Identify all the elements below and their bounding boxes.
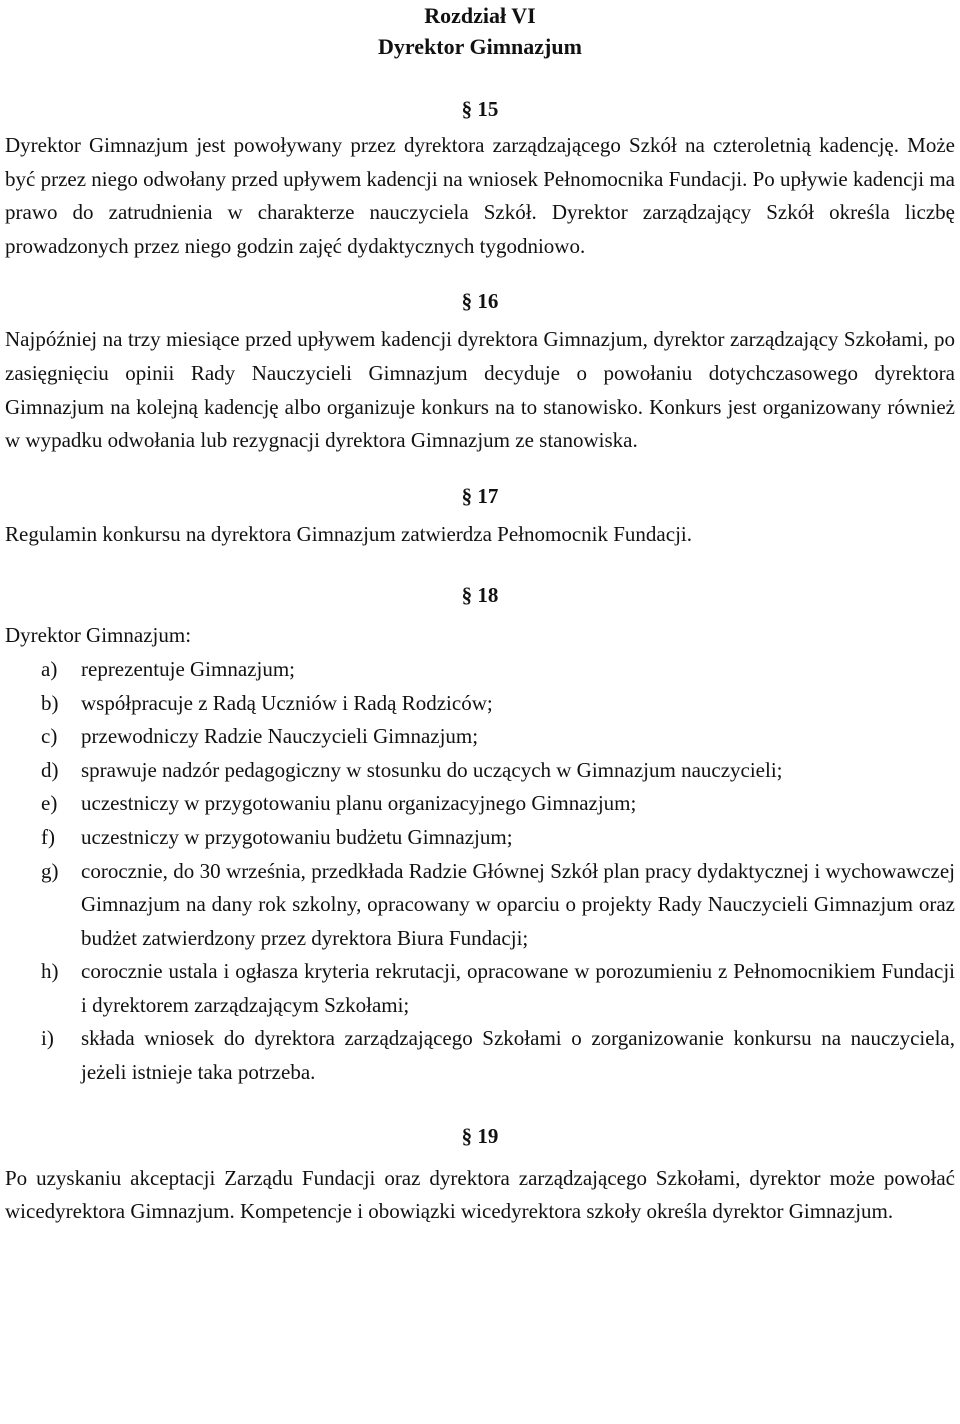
list-item [5, 653, 955, 687]
section-heading-17: § 17 [461, 483, 499, 508]
list-item-text: reprezentuje Gimnazjum; [81, 656, 295, 681]
section-15-text: Dyrektor Gimnazjum jest powoływany przez dyrektora zarządzającego Szkół na czteroletnią kadencję. Może być przez niego odwołany przed upływem kadencji na wniosek Pełnomocnika Fundacji. Po upływie kadencji ma prawo do zatrudnienia w charakterze nauczyciela Szkół. Dyrektor zarządzający Szkół określa liczbę prowadzonych przez niego godzin zajęć dydaktycznych tygodniowo. [5, 133, 955, 258]
section-16-text: Najpóźniej na trzy miesiące przed upływem kadencji dyrektora Gimnazjum, dyrektor zarządzający Szkołami, po zasięgnięciu opinii Rady Nauczycieli Gimnazjum decyduje o powołaniu dotychczasowego dyrektora Gimnazjum na kolejną kadencję albo organizuje konkurs na to stanowisko. Konkurs jest organizowany również w wypadku odwołania lub rezygnacji dyrektora Gimnazjum ze stanowiska. [5, 327, 955, 453]
list-item-text: corocznie ustala i ogłasza kryteria rekrutacji, opracowane w porozumieniu z Pełnomocnikiem Fundacji i dyrektorem zarządzającym Szkołami; [81, 959, 955, 1017]
document-page [5, 0, 955, 1229]
section-19-text: Po uzyskaniu akceptacji Zarządu Fundacji oraz dyrektora zarządzającego Szkołami, dyrektor może powołać wicedyrektora Gimnazjum. Kompetencje i obowiązki wicedyrektora szkoły określa dyrektor Gimnazjum. [5, 1165, 955, 1224]
list-item-text: corocznie, do 30 września, przedkłada Radzie Głównej Szkół plan pracy dydaktycznej i wychowawczej Gimnazjum na dany rok szkolny, opracowany w oparciu o projekty Rady Nauczycieli Gimnazjum oraz budżet zatwierdzony przez dyrektora Biura Fundacji; [81, 858, 955, 950]
list-item-text: współpracuje z Radą Uczniów i Radą Rodziców; [81, 690, 493, 715]
section-18-intro: Dyrektor Gimnazjum: [5, 623, 192, 648]
list-marker: d) [41, 757, 59, 782]
list-marker: i) [41, 1026, 54, 1051]
list-item [5, 821, 955, 855]
list-marker: g) [41, 858, 59, 883]
list-item [5, 754, 955, 788]
list-item-text: uczestniczy w przygotowaniu planu organizacyjnego Gimnazjum; [81, 791, 637, 816]
list-marker: h) [41, 959, 59, 984]
duties-list [5, 653, 955, 1090]
list-item-text: przewodniczy Radzie Nauczycieli Gimnazjum; [81, 724, 479, 749]
list-item [5, 1022, 955, 1089]
list-marker: f) [41, 824, 55, 849]
list-marker: a) [41, 656, 58, 681]
list-item-text: uczestniczy w przygotowaniu budżetu Gimnazjum; [81, 824, 513, 849]
list-marker: b) [41, 690, 59, 715]
list-item-text: składa wniosek do dyrektora zarządzającego Szkołami o zorganizowanie konkursu na nauczyciela, jeżeli istnieje taka potrzeba. [81, 1026, 955, 1085]
list-marker: e) [41, 791, 58, 816]
list-marker: c) [41, 724, 58, 749]
list-item-text: sprawuje nadzór pedagogiczny w stosunku do uczących w Gimnazjum nauczycieli; [81, 757, 783, 782]
chapter-subtitle: Dyrektor Gimnazjum [378, 34, 582, 59]
list-item [5, 720, 955, 754]
list-item [5, 955, 955, 1022]
list-item [5, 687, 955, 721]
section-heading-19: § 19 [461, 1123, 499, 1148]
section-17-text: Regulamin konkursu na dyrektora Gimnazjum zatwierdza Pełnomocnik Fundacji. [5, 521, 692, 546]
chapter-title: Rozdział VI [424, 3, 536, 28]
section-heading-16: § 16 [461, 289, 499, 314]
list-item [5, 787, 955, 821]
section-heading-18: § 18 [461, 583, 499, 608]
list-item [5, 855, 955, 956]
section-heading-15: § 15 [461, 97, 499, 121]
